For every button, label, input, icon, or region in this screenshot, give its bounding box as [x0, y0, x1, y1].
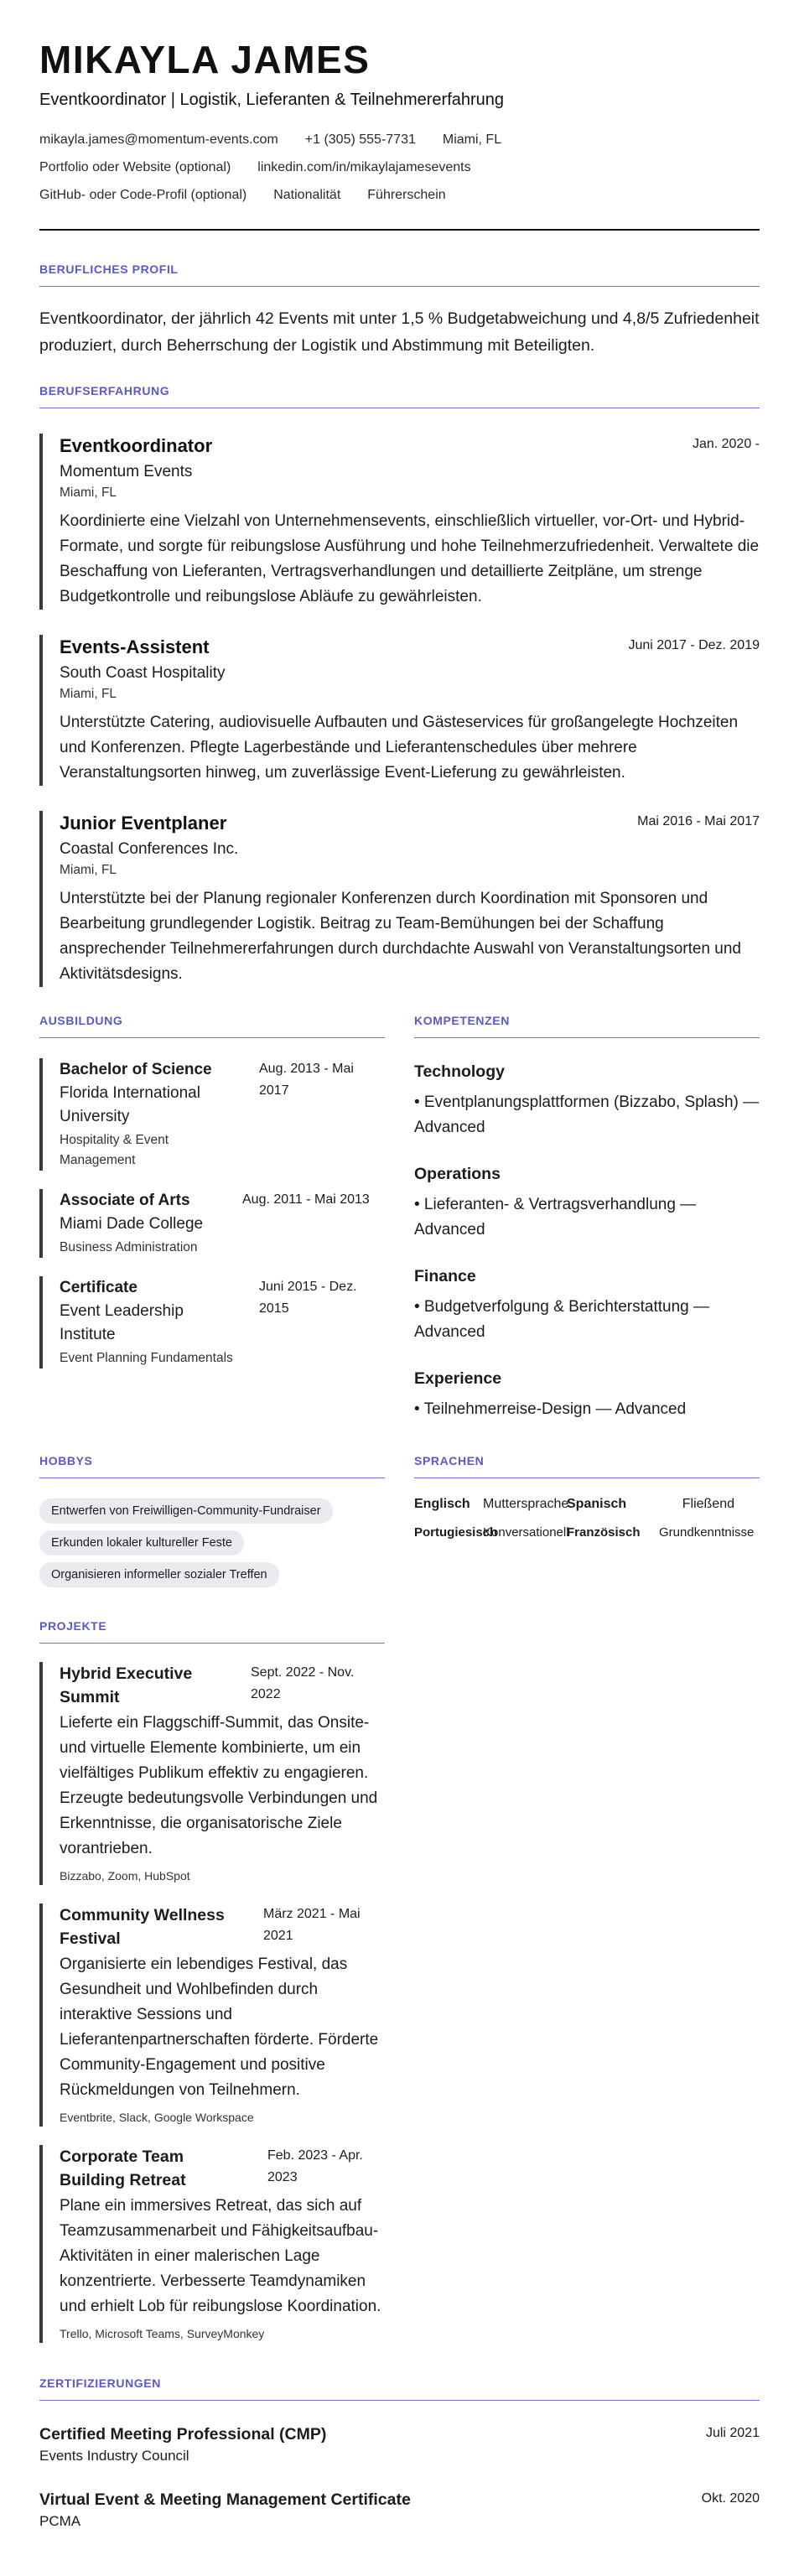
- project-tools: Bizzabo, Zoom, HubSpot: [60, 1869, 190, 1883]
- job-entry: [39, 635, 760, 786]
- job-date: Jan. 2020 -: [692, 437, 760, 451]
- resume-header: [39, 35, 760, 231]
- contact-github[interactable]: GitHub- oder Code-Profil (optional): [39, 188, 247, 202]
- profile-text: Eventkoordinator, der jährlich 42 Events mit unter 1,5 % Budgetabweichung und 4,8/5 Zufriedenheit produziert, durch Beherrschung der Logistik und Abstimmung mit Beteiligten.: [39, 309, 760, 355]
- skills-list: [414, 1060, 760, 1422]
- skill-item: • Teilnehmerreise-Design — Advanced: [414, 1400, 687, 1418]
- education-field: Business Administration: [60, 1240, 198, 1254]
- section-title-education: AUSBILDUNG: [39, 1014, 385, 1038]
- contact-phone[interactable]: +1 (305) 555-7731: [304, 132, 416, 147]
- education-field: Event Planning Fundamentals: [60, 1351, 233, 1365]
- contact-email[interactable]: mikayla.james@momentum-events.com: [39, 132, 278, 147]
- project-title: Hybrid Executive Summit: [60, 1665, 193, 1706]
- education-school: Florida International University: [60, 1084, 200, 1125]
- certification-title: Virtual Event & Meeting Management Certificate: [39, 2490, 411, 2509]
- job-company: Momentum Events: [60, 463, 193, 480]
- job-date: Juni 2017 - Dez. 2019: [628, 638, 760, 652]
- certification-list: [39, 2423, 760, 2532]
- section-title-profile: BERUFLICHES PROFIL: [39, 262, 760, 287]
- language-level: Muttersprache: [483, 1497, 569, 1511]
- job-description: Unterstützte Catering, audiovisuelle Aufbauten und Gästeservices für großangelegte Hochzeiten und Konferenzen. Pflegte Lagerbestände und Lieferantenschedules über mehrere Veranstaltungsorten hinweg, um zuverlässige Event-Lieferung zu gewährleisten.: [60, 714, 739, 782]
- hobby-list: [39, 1492, 385, 1587]
- job-company: South Coast Hospitality: [60, 664, 226, 682]
- certification-date: Juli 2021: [705, 2426, 760, 2440]
- education-school: Event Leadership Institute: [60, 1302, 184, 1343]
- certifications-section: [39, 2376, 760, 2532]
- project-description: Lieferte ein Flaggschiff-Summit, das Onsite- und virtuelle Elemente kombinierte, um ein vielfältiges Publikum effektiv zu engagieren. Erzeugte bedeutungsvolle Verbindungen und Erkenntnisse, die organisatorische Ziele vorantrieben.: [60, 1714, 378, 1857]
- project-title: Community Wellness Festival: [60, 1906, 225, 1948]
- job-location: Miami, FL: [60, 863, 117, 877]
- contact-license: Führerschein: [367, 188, 446, 202]
- header-divider: [39, 229, 760, 231]
- language-level: Konversationell: [483, 1525, 569, 1540]
- language-level: Fließend: [682, 1497, 734, 1511]
- certification-date: Okt. 2020: [701, 2491, 760, 2506]
- languages-section: [414, 1454, 760, 1587]
- skill-item: • Budgetverfolgung & Berichterstattung — Advanced: [414, 1298, 710, 1341]
- job-title: Events-Assistent: [60, 636, 210, 657]
- skill-item: • Lieferanten- & Vertragsverhandlung — Advanced: [414, 1196, 697, 1239]
- skills-section: [414, 1014, 760, 1422]
- section-title-projects: PROJEKTE: [39, 1619, 385, 1644]
- education-school: Miami Dade College: [60, 1215, 204, 1233]
- contact-info: [39, 126, 626, 209]
- education-entry: [39, 1058, 385, 1171]
- education-entry: [39, 1189, 385, 1258]
- job-company: Coastal Conferences Inc.: [60, 840, 239, 858]
- language-name: Portugiesisch: [414, 1525, 498, 1540]
- education-date: Aug. 2011 - Mai 2013: [242, 1192, 370, 1207]
- job-entry: [39, 434, 760, 610]
- education-date: Juni 2015 - Dez. 2015: [259, 1280, 357, 1316]
- hobby-chip: Erkunden lokaler kultureller Feste: [39, 1530, 244, 1555]
- skill-category: Operations: [414, 1165, 501, 1183]
- certification-entry: [39, 2488, 760, 2532]
- certification-entry: [39, 2423, 760, 2466]
- job-location: Miami, FL: [60, 486, 117, 500]
- education-degree: Bachelor of Science: [60, 1061, 212, 1078]
- project-date: Feb. 2023 - Apr. 2023: [267, 2148, 363, 2184]
- skill-category: Finance: [414, 1267, 476, 1285]
- projects-section: [39, 1619, 385, 2343]
- job-entry: [39, 811, 760, 987]
- education-section: [39, 1014, 385, 1422]
- section-title-skills: KOMPETENZEN: [414, 1014, 760, 1038]
- project-list: [39, 1662, 385, 2343]
- candidate-name: MIKAYLA JAMES: [39, 38, 371, 81]
- skill-category: Technology: [414, 1062, 505, 1081]
- language-name: Englisch: [414, 1497, 470, 1511]
- job-date: Mai 2016 - Mai 2017: [637, 814, 760, 828]
- profile-section: [39, 262, 760, 359]
- contact-portfolio[interactable]: Portfolio oder Website (optional): [39, 160, 231, 174]
- certification-title: Certified Meeting Professional (CMP): [39, 2425, 327, 2444]
- section-title-certifications: ZERTIFIZIERUNGEN: [39, 2376, 760, 2401]
- language-list: [414, 1495, 760, 1542]
- candidate-headline: Eventkoordinator | Logistik, Lieferanten & Teilnehmererfahrung: [39, 91, 505, 109]
- job-description: Koordinierte eine Vielzahl von Unternehmensevents, einschließlich virtueller, vor-Ort- und Hybrid-Formate, und sorgte für reibungslose Ausführung und hohe Teilnehmerzufriedenheit. Verwaltete die Beschaffung von Lieferanten, Vertragsverhandlungen und detaillierte Zeitpläne, um strenge Budgetkontrolle und reibungslose Abläufe zu gewährleisten.: [60, 512, 760, 605]
- education-date: Aug. 2013 - Mai 2017: [259, 1062, 354, 1098]
- experience-section: [39, 384, 760, 987]
- contact-linkedin[interactable]: linkedin.com/in/mikaylajamesevents: [257, 160, 471, 174]
- project-tools: Trello, Microsoft Teams, SurveyMonkey: [60, 2327, 265, 2340]
- project-description: Organisierte ein lebendiges Festival, das Gesundheit und Wohlbefinden durch interaktive Sessions und Lieferantenpartnerschaften förderte. Förderte Community-Engagement und positive Rückmeldungen von Teilnehmern.: [60, 1955, 379, 2099]
- education-degree: Certificate: [60, 1279, 137, 1296]
- section-title-experience: BERUFSERFAHRUNG: [39, 384, 760, 408]
- contact-nationality: Nationalität: [273, 188, 341, 202]
- project-tools: Eventbrite, Slack, Google Workspace: [60, 2111, 254, 2124]
- project-entry: [39, 1662, 385, 1885]
- section-title-hobbies: HOBBYS: [39, 1454, 385, 1478]
- language-name: Französisch: [567, 1525, 641, 1540]
- skill-category: Experience: [414, 1369, 502, 1388]
- project-title: Corporate Team Building Retreat: [60, 2148, 186, 2189]
- project-entry: [39, 2145, 385, 2343]
- hobbies-languages-row: [39, 1454, 760, 1587]
- job-title: Eventkoordinator: [60, 435, 213, 456]
- project-description: Plane ein immersives Retreat, das sich auf Teamzusammenarbeit und Fähigkeitsaufbau-Aktivitäten in einer malerischen Lage konzentrierte. Verbesserte Teamdynamiken und erhielt Lob für reibungslose Koordination.: [60, 2197, 381, 2315]
- language-name: Spanisch: [567, 1497, 627, 1511]
- contact-location: Miami, FL: [442, 132, 502, 147]
- education-entry: [39, 1276, 385, 1368]
- hobby-chip: Organisieren informeller sozialer Treffen: [39, 1562, 279, 1587]
- education-field: Hospitality & Event Management: [60, 1133, 169, 1167]
- section-title-languages: SPRACHEN: [414, 1454, 760, 1478]
- education-list: [39, 1058, 385, 1368]
- job-title: Junior Eventplaner: [60, 813, 227, 834]
- project-entry: [39, 1903, 385, 2127]
- job-location: Miami, FL: [60, 687, 117, 701]
- certification-issuer: PCMA: [39, 2513, 81, 2529]
- education-degree: Associate of Arts: [60, 1192, 190, 1209]
- certification-issuer: Events Industry Council: [39, 2448, 189, 2464]
- education-skills-row: [39, 1014, 760, 1422]
- hobby-chip: Entwerfen von Freiwilligen-Community-Fundraiser: [39, 1498, 333, 1524]
- hobbies-section: [39, 1454, 385, 1587]
- project-date: Sept. 2022 - Nov. 2022: [251, 1665, 355, 1701]
- project-date: März 2021 - Mai 2021: [263, 1907, 361, 1943]
- language-level: Grundkenntnisse: [659, 1525, 755, 1540]
- skill-item: • Eventplanungsplattformen (Bizzabo, Splash) — Advanced: [414, 1093, 760, 1136]
- job-description: Unterstützte bei der Planung regionaler Konferenzen durch Koordination mit Sponsoren und Bearbeitung grundlegender Logistik. Beitrag zu Team-Bemühungen bei der Schaffung ansprechender Teilnehmererfahrungen durch durchdachte Auswahl von Veranstaltungsorten und Aktivitätsdesigns.: [60, 890, 741, 983]
